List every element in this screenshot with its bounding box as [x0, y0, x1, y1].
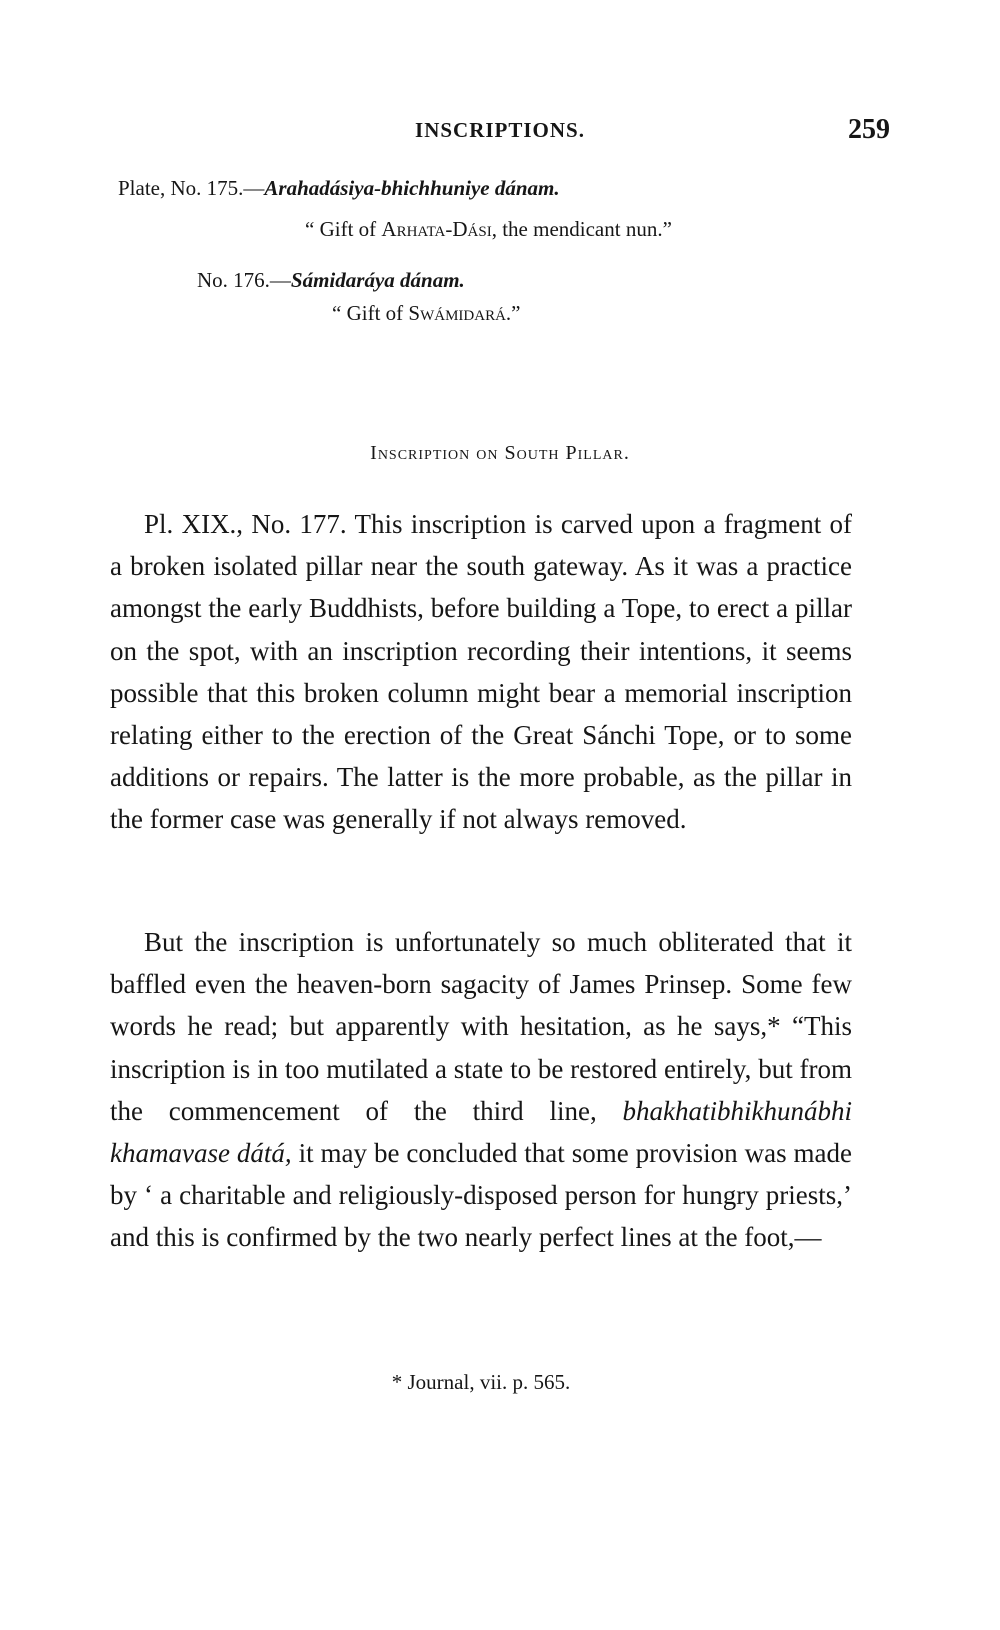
- page-number: 259: [848, 114, 890, 145]
- entry-175-label-line: [118, 176, 560, 201]
- entry-175-translation-post: , the mendicant nun.”: [491, 217, 672, 241]
- body-paragraph-1: [110, 503, 852, 841]
- entry-176-translation-name: Swámidará: [408, 301, 506, 325]
- running-head: [110, 114, 890, 158]
- running-title: INSCRIPTIONS.: [415, 118, 585, 142]
- entry-176-inscription: Sámidaráya dánam.: [290, 268, 465, 292]
- paragraph-2-before: But the inscription is unfortunately so much obliterated that it baffled even the heaven-born sagacity of James Prinsep. Some few words he read; but apparently with hesitation, as he says,* “This inscription is in too mutilated a state to be restored entirely, but from the commencement of the third line,: [110, 927, 852, 1126]
- footnote: * Journal, vii. p. 565.: [391, 1370, 571, 1394]
- entry-175-label: Plate, No. 175.—: [118, 176, 265, 200]
- entry-176-translation-pre: “ Gift of: [332, 301, 409, 325]
- paragraph-1-text: Pl. XIX., No. 177. This inscription is carved upon a fragment of a broken isolated pillar near the south gateway. As it was a practice amongst the early Buddhists, before building a Tope, to erect a pillar on the spot, with an inscription recording their intentions, it seems possible that this broken column might bear a memorial inscription relating either to the erection of the Great Sánchi Tope, or to some additions or repairs. The latter is the more probable, as the pillar in the former case was generally if not always removed.: [110, 509, 852, 835]
- paragraph-2-text: [110, 921, 852, 1259]
- entry-176-label: No. 176.—: [197, 268, 291, 292]
- entry-175-inscription: Arahadásiya-bhichhuniye dánam.: [264, 176, 560, 200]
- paragraph-2-after: it may be concluded that some provision was made by ‘ a charitable and religiously-disposed person for hungry priests,’ and this is confirmed by the two nearly perfect lines at the foot,—: [110, 1138, 852, 1253]
- section-heading: Inscription on South Pillar.: [370, 442, 630, 464]
- entry-175-translation-name: Arhata-Dási: [381, 217, 492, 241]
- entry-175-translation: [305, 217, 672, 242]
- entry-176-translation-post: .”: [505, 301, 521, 325]
- entry-176-translation: [332, 301, 521, 326]
- entry-176-label-line: [197, 268, 465, 293]
- entry-175-translation-pre: “ Gift of: [305, 217, 382, 241]
- body-paragraph-2: [110, 921, 852, 1259]
- paragraph-2-italic-quote: bhakhatibhikhunábhi khamavase dátá,: [110, 1095, 852, 1169]
